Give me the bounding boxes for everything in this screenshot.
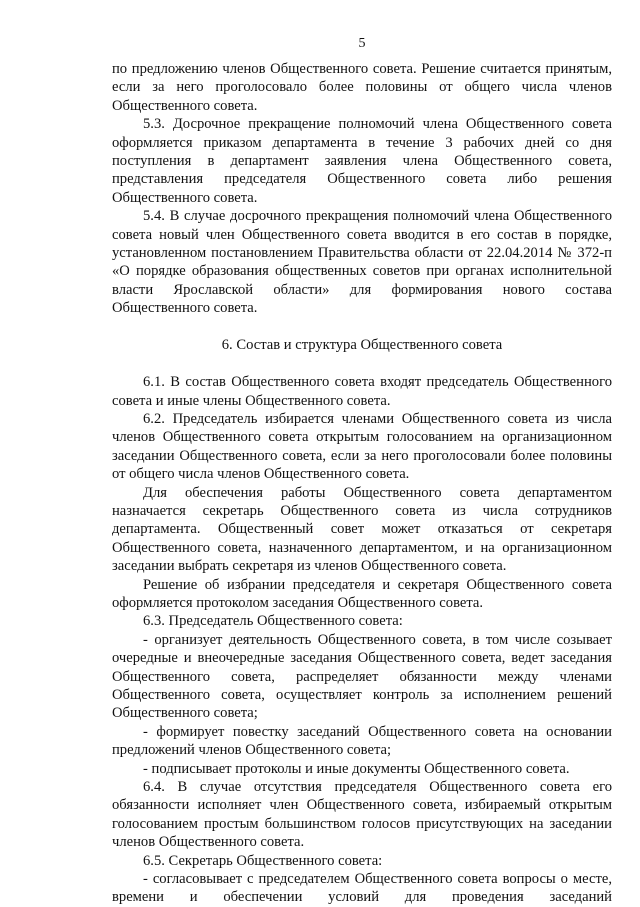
list-item-coordinates: - согласовывает с председателем Общественного совета вопросы о месте, времени и обеспечении условий для проведения заседаний bbox=[112, 871, 612, 906]
page-number: 5 bbox=[358, 36, 366, 51]
paragraph-6-1: 6.1. В состав Общественного совета входят председатель Общественного совета и иные члены Общественного совета. bbox=[112, 374, 612, 409]
paragraph-5-3: 5.3. Досрочное прекращение полномочий члена Общественного совета оформляется приказом департамента в течение 3 рабочих дней со дня поступления в департамент заявления члена Общественного совета, представления председателя Общественного совета либо решения Общественного совета. bbox=[112, 116, 612, 206]
document-page bbox=[112, 36, 612, 907]
paragraph-6-5: 6.5. Секретарь Общественного совета: bbox=[143, 852, 383, 869]
paragraph-secretary-appointment: Для обеспечения работы Общественного совета департаментом назначается секретарь Общественного совета из числа сотрудников департамента. Общественный совет может отказаться от секретаря Общественного совета, назначенного департаментом, и на организационном заседании выбрать секретаря из членов Общественного совета. bbox=[112, 484, 612, 575]
paragraph-6-4: 6.4. В случае отсутствия председателя Общественного совета его обязанности исполняет член Общественного совета, избираемый открытым голосованием простым большинством голосов присутствующих на заседании членов Общественного совета. bbox=[112, 779, 612, 851]
paragraph-6-2: 6.2. Председатель избирается членами Общественного совета из числа членов Общественного совета открытым голосованием на организационном заседании Общественного совета, если за него проголосовали более половины от общего числа членов Общественного совета. bbox=[112, 410, 612, 483]
paragraph-6-3: 6.3. Председатель Общественного совета: bbox=[143, 613, 403, 630]
section-heading: 6. Состав и структура Общественного совета bbox=[221, 336, 503, 353]
paragraph-5-4: 5.4. В случае досрочного прекращения полномочий члена Общественного совета новый член Общественного совета вводится в его состав в порядке, установленном постановлением Правительства области от 22.04.2014 № 372-п «О порядке образования общественных советов при органах исполнительной власти Ярославской области» для формирования нового состава Общественного совета. bbox=[112, 208, 612, 317]
list-item-agenda: - формирует повестку заседаний Общественного совета на основании предложений членов Общественного совета; bbox=[112, 723, 612, 759]
paragraph-continuation: по предложению членов Общественного совета. Решение считается принятым, если за него проголосовало более половины от общего числа членов Общественного совета. bbox=[112, 61, 612, 114]
list-item-organizes: - организует деятельность Общественного совета, в том числе созывает очередные и внеочередные заседания Общественного совета, ведет заседания Общественного совета, распределяет обязанности между членами Общественного совета, осуществляет контроль за исполнением решений Общественного совета; bbox=[112, 631, 612, 722]
list-item-signs: - подписывает протоколы и иные документы Общественного совета. bbox=[143, 760, 570, 777]
paragraph-election-decision: Решение об избрании председателя и секретаря Общественного совета оформляется протоколом заседания Общественного совета. bbox=[112, 576, 612, 611]
